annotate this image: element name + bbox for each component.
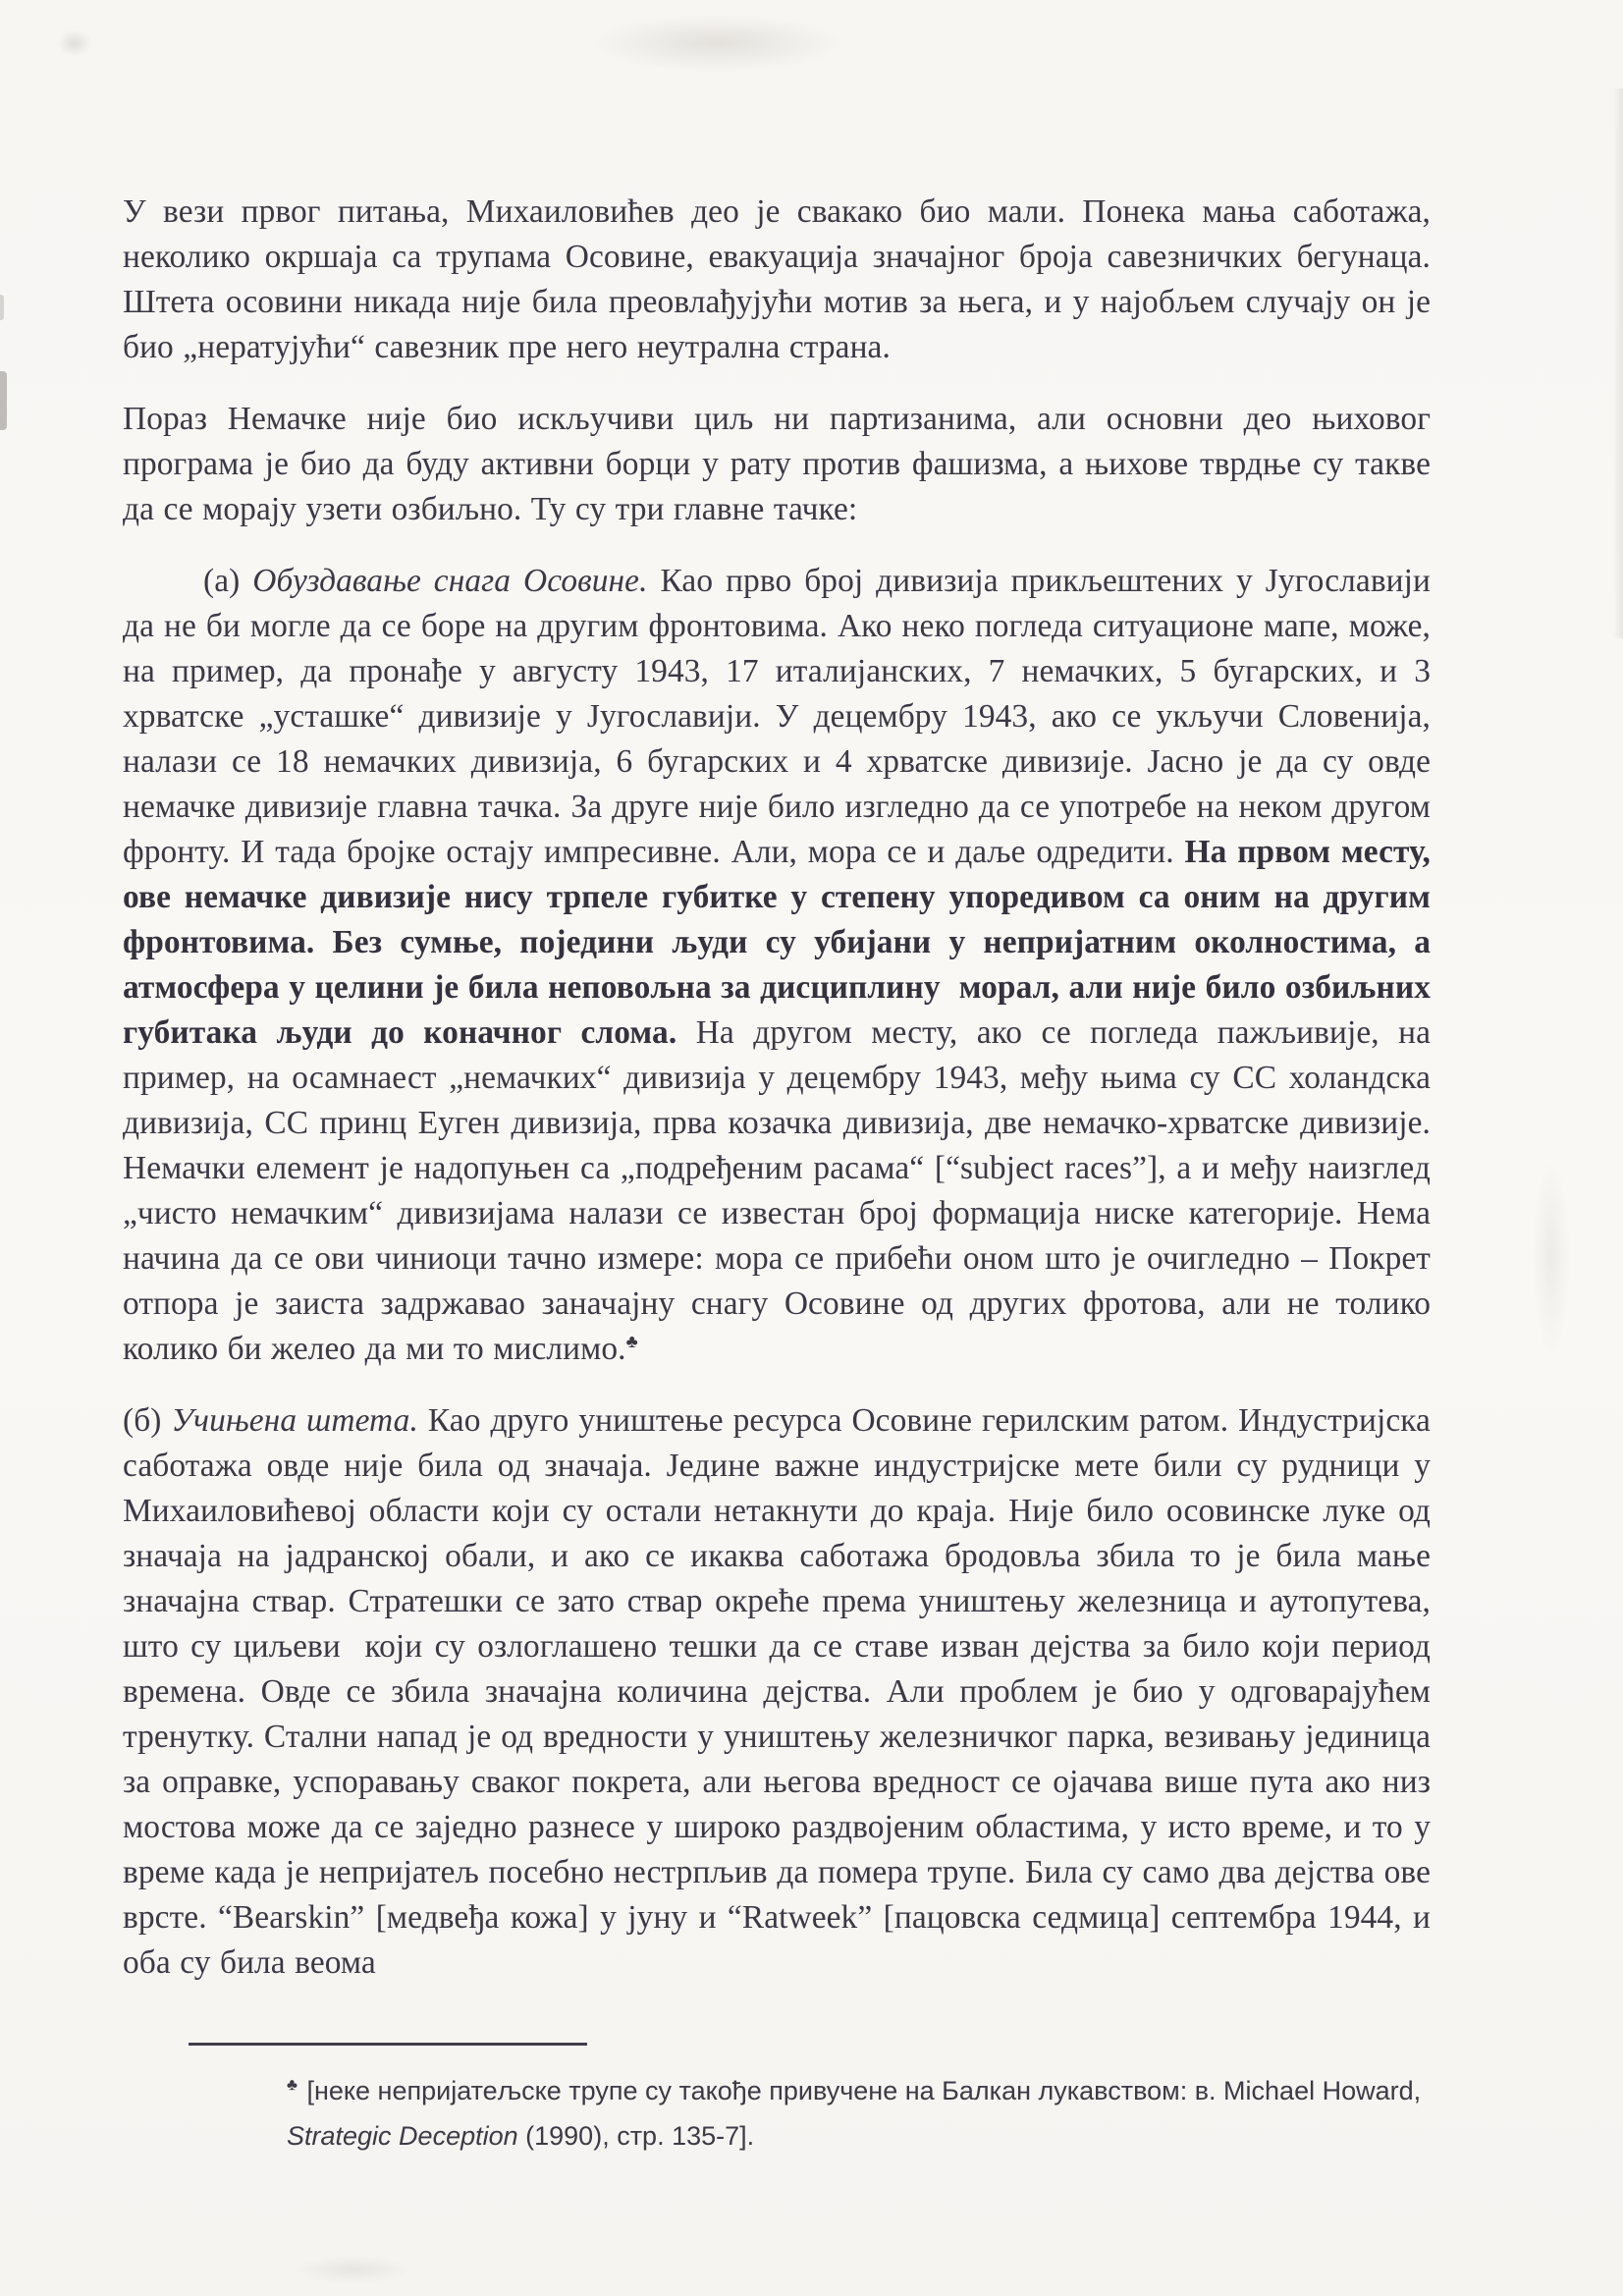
scan-artifact-smudge bbox=[57, 29, 92, 57]
paragraph-a-axis-containment bbox=[123, 559, 1431, 1372]
footnote-work-title: Strategic Deception bbox=[287, 2121, 518, 2151]
scan-artifact-edge-shadow bbox=[1613, 88, 1623, 638]
footnote-text-before: [неке непријатељске трупе су такође привучене на Балкан лукавством: в. Michael Howard, bbox=[298, 2076, 1422, 2105]
paragraph-b-damage-done bbox=[123, 1398, 1431, 1986]
paragraph-a-text-2: На другом месту, ако се погледа пажљивије, на пример, на осамнаест „немачких“ дивизија у децембру 1943, међу њима су СС холандска дивизија, СС принц Еуген дивизија, прва козачка дивизија, две немачко-хрватске дивизије. Немачки елемент је надопуњен са „подређеним расама“ [“subject races”], а и међу наизглед „чисто немачким“ дивизијама налази се известан број формација ниске категорије. Нема начина да се ови чиниоци тачно измере: мора се прибећи оном што је очигледно – Покрет отпора је заиста задржавао заначајну снагу Осовине од других фротова, али не толико колико би желео да ми то мислимо. bbox=[123, 1014, 1431, 1367]
scan-artifact-edge-mark bbox=[0, 295, 4, 320]
footnote-area bbox=[187, 2043, 1424, 2159]
paragraph-a-label: (а) bbox=[203, 563, 253, 599]
scan-artifact-smudge bbox=[295, 2255, 412, 2284]
paragraph-mihailovic-role: У вези првог питања, Михаиловићев део је свакако био мали. Понека мања саботажа, неколико окршаја са трупама Осовине, евакуација значајног броја савезничких бегунаца. Штета осовини никада није била преовлађујући мотив за њега, и у најобљем случају он је био „нератујући“ савезник пре него неутрална страна. bbox=[123, 193, 1431, 365]
footnote-line-1 bbox=[287, 2068, 1424, 2113]
footnote-text-after: (1990), стр. 135-7]. bbox=[517, 2121, 755, 2151]
paragraph-a-bold-run: На првом месту, ове немачке дивизије нису трпеле губитке у степену упоредивом са оним на другим фронтовима. Без сумње, поједини људи су убијани у непријатним околностима, а атмосфера у целини је била неповољна за дисциплину морал, али није било озбиљних губитака људи до коначног слома. bbox=[123, 834, 1432, 1051]
paragraph-partisans-aims: Пораз Немачке није био искључиви циљ ни партизанима, али основни део њиховог програма је био да буду активни борци у рату против фашизма, а њихове тврдње су такве да се морају узети озбиљно. Ту су три главне тачке: bbox=[123, 401, 1431, 527]
scan-artifact-edge-mark bbox=[0, 371, 7, 430]
document-body bbox=[123, 190, 1431, 2012]
paragraph-b-text: Као друго уништење ресурса Осовине герилским ратом. Индустријска саботажа овде није била од значаја. Једине важне индустријске мете били су рудници у Михаиловићевој области који су остали нетакнути до краја. Није било осовинске луке од значаја на јадранској обали, и ако се икаква саботажа бродовља збила то је била мање значајна ствар. Стратешки се зато ствар окреће према уништењу железница и аутопутева, што су циљеви који су озлоглашено тешки да се ставе изван дејства за било који период времена. Овде се збила значајна количина дејства. Али проблем је био у одговарајућем тренутку. Стални напад је од вредности у уништењу железничког парка, везивању јединица за оправке, успоравању сваког покрета, али његова вредност се ојачава више пута ако низ мостова може да се заједно разнесе у широко раздвојеним областима, у исто време, и то у време када је непријатељ посебно нестрпљив да помера трупе. Била су само два дејства ове врсте. “Bearskin” [медвеђа кожа] у јуну и “Ratweek” [пацовска седмица] септембра 1944, и оба су била веома bbox=[123, 1402, 1431, 1981]
paragraph-a-text-1: Као прво број дивизија прикљештених у Југославији да не би могле да се боре на другим фронтовима. Ако неко погледа ситуационе мапе, може, на пример, да пронађе у августу 1943, 17 италијанских, 7 немачких, 5 бугарских, и 3 хрватске „усташке“ дивизије у Југославији. У децембру 1943, ако се укључи Словенија, налази се 18 немачких дивизија, 6 бугарских и 4 хрватске дивизије. Јасно је да су овде немачке дивизије главна тачка. За друге није било изгледно да се употребе на неком другом фронту. И тада бројке остају импресивне. Али, мора се и даље одредити. bbox=[123, 563, 1431, 870]
footnote-marker-icon: ♣ bbox=[287, 2075, 298, 2094]
paragraph-a-title: Обуздавање снага Осовине. bbox=[252, 563, 648, 599]
scan-artifact-smudge bbox=[1532, 1159, 1571, 1355]
paragraph-b-label: (б) bbox=[123, 1402, 172, 1439]
scan-artifact-smudge bbox=[589, 14, 844, 73]
paragraph-b-title: Учињена штета. bbox=[171, 1402, 418, 1439]
footnote-reference-icon: ♣ bbox=[625, 1331, 638, 1351]
footnote-line-2 bbox=[287, 2113, 1424, 2159]
footnote-separator-rule bbox=[189, 2043, 587, 2046]
